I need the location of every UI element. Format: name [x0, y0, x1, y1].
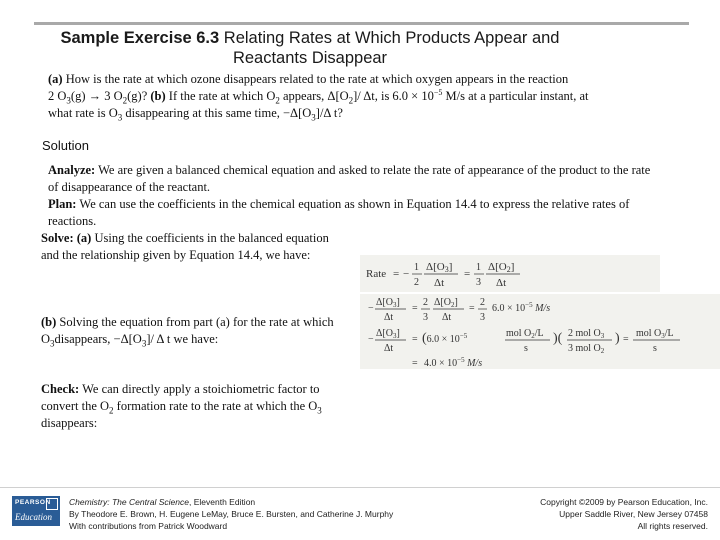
reaction-line: 2 $O_3(g) \to 3$ $O_2(g)$? (b) If the rate at which $O_2$ appears, $\Delta[O_2]/$ Δt, is $6.0 \times 10^{-5}$ M/s at a particular instant, at — [48, 87, 589, 106]
copyright-line: Copyright ©2009 by Pearson Education, Inc. — [540, 497, 708, 507]
equation-rate — [360, 255, 660, 292]
svg-text:Δt: Δt — [384, 343, 394, 354]
eq-rate-word: Rate — [366, 268, 387, 280]
svg-text:4.0 × 10−5 M/s: $4.0 \times 10^{-5}$ M/s — [424, 356, 483, 369]
title-line2: Reactants Disappear — [232, 49, 388, 67]
address-line: Upper Saddle River, New Jersey 07458 — [559, 509, 708, 519]
svg-text:=: = — [464, 268, 471, 280]
svg-text:Δ[O2]: Δ[O2] — [488, 261, 515, 274]
svg-text:1: 1 — [414, 262, 419, 273]
top-rule — [34, 22, 689, 25]
svg-text:Δ[O3]: $\Delta[O_3]$ — [376, 297, 400, 309]
svg-text:=: = — [412, 303, 418, 314]
check-paragraph: Check: We can directly apply a stoichiometric factor to convert the $O_2$ formation rate to the rate at which the $O_3$ disappears: — [41, 382, 322, 430]
part-b-paragraph: (b) Solving the equation from part (a) for the rate at which $O_3disappears$, $-\Delta[O_3]/$ Δ t we have: — [41, 315, 334, 349]
svg-text:3: 3 — [476, 277, 481, 288]
book-contributors: With contributions from Patrick Woodward — [69, 521, 228, 531]
svg-text:)(: )( — [553, 331, 563, 346]
logo-text-top: PEARSON — [15, 499, 51, 506]
part-b-label: (b) — [150, 89, 166, 103]
svg-text:Δt: Δt — [384, 312, 394, 323]
analyze-paragraph: Analyze: We are given a balanced chemical equation and asked to relate the rate of appearance of the product to the rate of disappearance of the reactant. — [48, 163, 651, 194]
svg-text:2: 2 — [414, 277, 419, 288]
part-b-equation-svg — [360, 294, 710, 369]
rights-line: All rights reserved. — [637, 521, 708, 531]
book-title: Chemistry: The Central Science — [69, 497, 189, 507]
svg-text:mol O3/L: mol $O_3/L$ — [636, 328, 674, 340]
svg-text:Δt: Δt — [442, 312, 452, 323]
svg-text:3 mol O2: 3 mol $O_2$ — [568, 343, 605, 355]
plan-paragraph: Plan: We can use the coefficients in the chemical equation as shown in Equation 14.4 to express the relative rates of reactions. — [48, 197, 630, 228]
footer-rule — [0, 487, 720, 488]
page-title — [30, 28, 590, 68]
book-authors: By Theodore E. Brown, H. Eugene LeMay, Bruce E. Bursten, and Catherine J. Murphy — [69, 509, 394, 519]
svg-text:3: 3 — [423, 312, 428, 323]
svg-text:=: = — [623, 334, 629, 345]
svg-text:): ) — [615, 331, 620, 346]
svg-text:=: = — [469, 303, 475, 314]
svg-text:2 mol O3: 2 mol $O_3$ — [568, 328, 605, 340]
svg-text:=: = — [412, 358, 418, 369]
solve-paragraph: Solve: (a) Using the coefficients in the balanced equation and the relationship given by Equation 14.4, we have: — [41, 231, 329, 262]
svg-text:(6.0 × 10−5: ($6.0 \times 10^{-5}$ — [422, 331, 468, 346]
part-a-text: How is the rate at which ozone disappears related to the rate at which oxygen appears in the reaction — [65, 72, 569, 86]
svg-text:Δt: Δt — [496, 277, 507, 289]
equation-part-b — [360, 294, 720, 369]
svg-text:Δ[O3]: Δ[O3] — [426, 261, 453, 274]
svg-text:=: = — [393, 268, 400, 280]
svg-text:s: s — [524, 343, 528, 354]
svg-text:−: − — [368, 334, 374, 345]
svg-text:3: 3 — [480, 312, 485, 323]
svg-text:2: 2 — [480, 297, 485, 308]
svg-text:=: = — [412, 334, 418, 345]
svg-text:2: 2 — [423, 297, 428, 308]
svg-text:Δ[O2]: $\Delta[O_2]$ — [434, 297, 458, 309]
footer-citation — [69, 496, 393, 532]
svg-text:Δt: Δt — [434, 277, 445, 289]
rate-equation-svg — [360, 255, 660, 292]
title-prefix: Sample Exercise 6.3 — [60, 29, 220, 47]
footer-copyright — [540, 496, 708, 532]
svg-text:mol O2/L: mol $O_2/L$ — [506, 328, 544, 340]
svg-text:6.0 × 10−5 M/s: $6.0 \times 10^{-5}$ M/s — [492, 301, 551, 314]
part-a-label: (a) — [48, 72, 63, 86]
solution-heading: Solution — [42, 138, 89, 153]
svg-text:s: s — [653, 343, 657, 354]
book-edition: , Eleventh Edition — [189, 497, 256, 507]
svg-text:−: − — [403, 268, 410, 280]
logo-text-bottom: Education — [15, 512, 52, 522]
pearson-logo — [12, 496, 60, 526]
problem-statement — [48, 71, 668, 122]
svg-text:−: − — [368, 303, 374, 314]
svg-text:1: 1 — [476, 262, 481, 273]
title-line1: Relating Rates at Which Products Appear and — [223, 29, 560, 47]
svg-text:Δ[O3]: $\Delta[O_3]$ — [376, 328, 400, 340]
part-b-question: what rate is $O_3$ disappearing at this same time, $-\Delta[O_3]/\Delta$ t? — [48, 106, 343, 123]
